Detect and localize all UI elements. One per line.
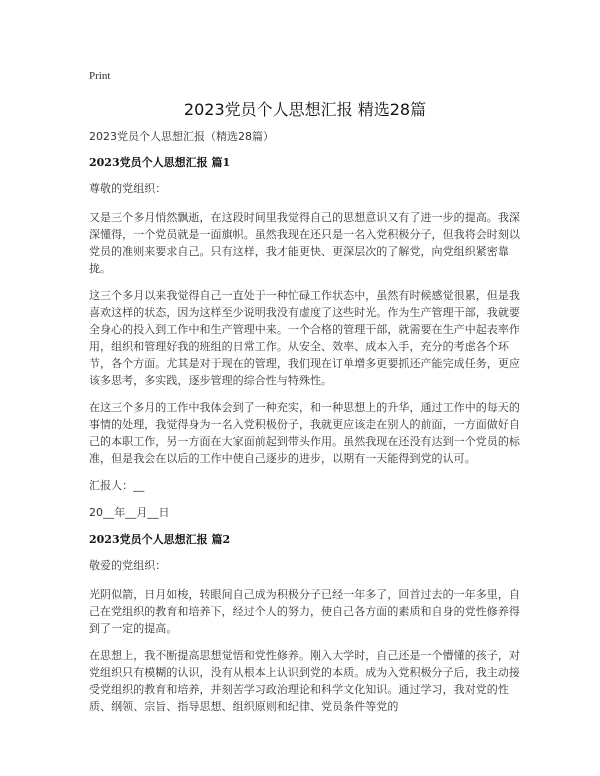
paragraph: 光阴似箭，日月如梭，转眼间自己成为积极分子已经一年多了，回首过去的一年多里，自己在党组织的教育和培养下，经过个人的努力，使自己各方面的素质和自身的党性修养得到了一定的提高。 [89, 588, 520, 635]
salutation: 敬爱的党组织： [89, 559, 167, 572]
reporter-line: 汇报人：__ [89, 479, 145, 492]
paragraph: 这三个多月以来我觉得自己一直处于一种忙碌工作状态中，虽然有时候感觉很累，但是我喜欢这样的状态，因为这样至少说明我没有虚度了这些时光。作为生产管理干部，我就要全身心的投入到工作中和生产管理中来。一个合格的管理干部，就需要在生产中起表率作用，组织和管理好我的班组的日常工作。从安全、效率、成本入手，充分的考虑各个环节，各个方面。尤其是对于现在的管理，我们现在订单增多更要抓还产能完成任务，更应该多思考，多实践，逐步管理的综合性与特殊性。 [89, 289, 520, 387]
date-line: 20__年__月__日 [89, 506, 170, 519]
document-subtitle: 2023党员个人思想汇报（精选28篇） [89, 130, 274, 143]
paragraph: 在思想上，我不断提高思想觉悟和党性修养。刚入大学时，自己还是一个懵懂的孩子，对党组织只有模糊的认识，没有从根本上认识到党的本质。成为入党积极分子后，我主动接受党组织的教育和培养，并刻苦学习政治理论和科学文化知识。通过学习，我对党的性质、纲领、宗旨、指导思想、组织原则和纪律、党员条件等党的 [89, 649, 520, 713]
paragraph: 又是三个多月悄然飘逝，在这段时间里我觉得自己的思想意识又有了进一步的提高。我深深懂得，一个党员就是一面旗帜。虽然我现在还只是一名入党积极分子，但我将会时刻以党员的准则来要求自己。只有这样，我才能更快、更深层次的了解党，向党组织紧密靠拢。 [89, 211, 520, 275]
section-1 [89, 154, 521, 521]
salutation: 尊敬的党组织： [89, 182, 167, 195]
paragraph: 在这三个多月的工作中我体会到了一种充实，和一种思想上的升华，通过工作中的每天的事情的处理，我觉得身为一名入党积极份子，我就更应该走在别人的前面，一方面做好自己的本职工作，另一方面在大家面前起到带头作用。虽然我现在还没有达到一个党员的标准，但是我会在以后的工作中使自己逐步的进步，以期有一天能得到党的认可。 [89, 401, 520, 465]
document-content [89, 128, 521, 725]
section-2 [89, 531, 521, 715]
section-heading: 2023党员个人思想汇报 篇1 [89, 156, 231, 169]
print-link[interactable]: Print [89, 70, 111, 82]
page-title: 2023党员个人思想汇报 精选28篇 [183, 100, 427, 119]
section-heading: 2023党员个人思想汇报 篇2 [89, 533, 231, 546]
